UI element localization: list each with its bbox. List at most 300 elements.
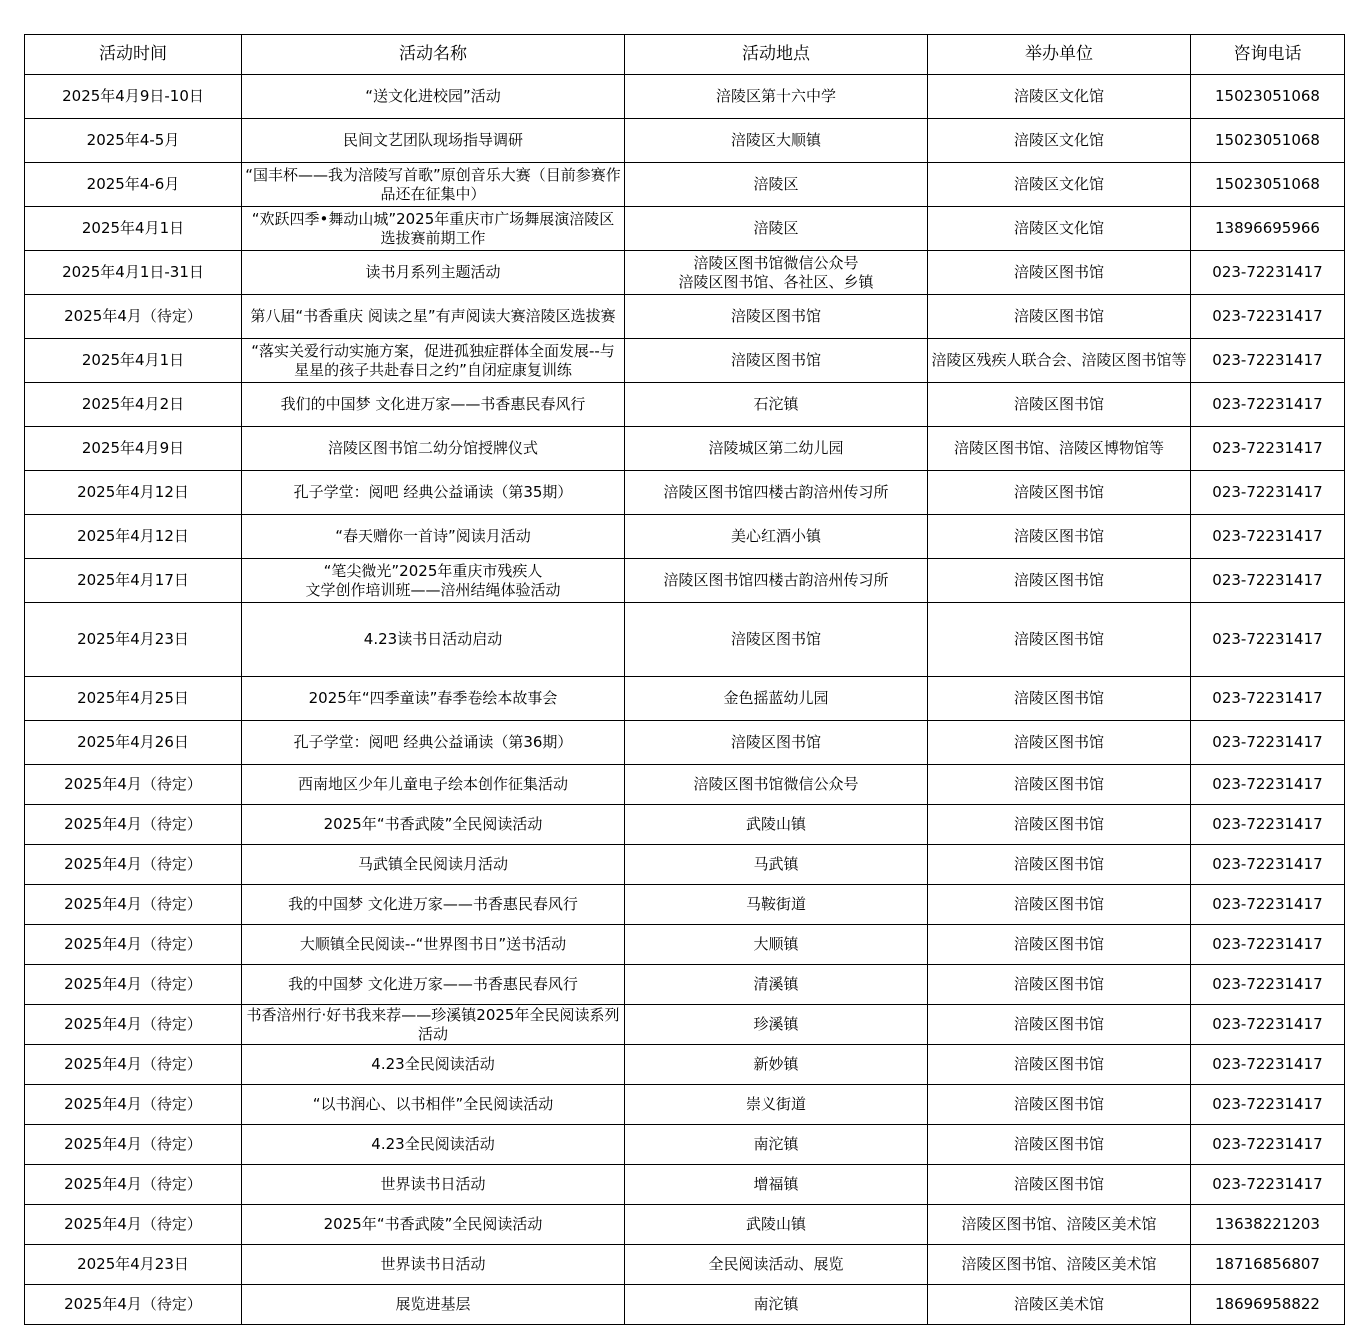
cell-org <box>928 1045 1191 1085</box>
cell-place <box>625 1045 928 1085</box>
cell-place <box>625 119 928 163</box>
cell-name <box>242 559 625 603</box>
table-row <box>25 75 1345 119</box>
cell-name-text: “国丰杯——我为涪陵写首歌”原创音乐大赛（目前参赛作品还在征集中） <box>245 165 621 203</box>
cell-phone-text: 023-72231417 <box>1212 630 1323 648</box>
cell-name <box>242 339 625 383</box>
cell-place <box>625 1285 928 1325</box>
cell-name <box>242 721 625 765</box>
cell-name <box>242 207 625 251</box>
cell-name-text: “落实关爱行动实施方案，促进孤独症群体全面发展--与星星的孩子共赴春日之约”自闭症康复训练 <box>251 341 615 379</box>
cell-phone <box>1191 1205 1345 1245</box>
cell-org-text: 涪陵区文化馆 <box>1013 131 1104 149</box>
cell-place-text: 增福镇 <box>753 1175 799 1193</box>
cell-name <box>242 677 625 721</box>
cell-phone <box>1191 965 1345 1005</box>
cell-time <box>25 1165 242 1205</box>
cell-time-text: 2025年4月23日 <box>77 630 189 648</box>
table-row <box>25 163 1345 207</box>
cell-time <box>25 1205 242 1245</box>
cell-place-text: 马武镇 <box>753 855 799 873</box>
cell-time-text: 2025年4月（待定） <box>64 1295 202 1313</box>
cell-phone <box>1191 1165 1345 1205</box>
cell-time-text: 2025年4-6月 <box>86 175 180 193</box>
cell-place-text: 美心红酒小镇 <box>730 527 821 545</box>
cell-name-text: 第八届“书香重庆 阅读之星”有声阅读大赛涪陵区选拔赛 <box>250 307 616 325</box>
cell-place <box>625 1245 928 1285</box>
cell-org-text: 涪陵区图书馆、涪陵区博物馆等 <box>953 439 1164 457</box>
cell-phone <box>1191 383 1345 427</box>
cell-name-text: 4.23全民阅读活动 <box>371 1055 495 1073</box>
cell-place-text: 涪陵区图书馆 <box>730 733 821 751</box>
cell-place <box>625 721 928 765</box>
table-row <box>25 677 1345 721</box>
cell-phone <box>1191 885 1345 925</box>
cell-org <box>928 471 1191 515</box>
cell-phone-text: 023-72231417 <box>1212 483 1323 501</box>
cell-org <box>928 339 1191 383</box>
cell-name-text: “春天赠你一首诗”阅读月活动 <box>335 527 531 545</box>
cell-phone <box>1191 925 1345 965</box>
cell-place-text: 涪陵城区第二幼儿园 <box>708 439 844 457</box>
header-row <box>25 35 1345 75</box>
cell-place-text: 涪陵区大顺镇 <box>730 131 821 149</box>
cell-place <box>625 965 928 1005</box>
cell-phone <box>1191 1125 1345 1165</box>
cell-phone <box>1191 1285 1345 1325</box>
cell-phone-text: 023-72231417 <box>1212 855 1323 873</box>
cell-place <box>625 603 928 677</box>
cell-name <box>242 295 625 339</box>
cell-place-text: 大顺镇 <box>753 935 799 953</box>
cell-place <box>625 885 928 925</box>
cell-name-text: 2025年“书香武陵”全民阅读活动 <box>323 1215 543 1233</box>
cell-place-text: 清溪镇 <box>753 975 799 993</box>
cell-place-text: 涪陵区图书馆 <box>730 307 821 325</box>
cell-org-text: 涪陵区文化馆 <box>1013 87 1104 105</box>
cell-time-text: 2025年4月（待定） <box>64 815 202 833</box>
cell-time-text: 2025年4月（待定） <box>64 775 202 793</box>
cell-name <box>242 1125 625 1165</box>
cell-place-text: 涪陵区图书馆微信公众号 涪陵区图书馆、各社区、乡镇 <box>678 253 874 291</box>
cell-name <box>242 471 625 515</box>
cell-org-text: 涪陵区文化馆 <box>1013 219 1104 237</box>
table-row <box>25 295 1345 339</box>
cell-phone-text: 023-72231417 <box>1212 571 1323 589</box>
cell-phone-text: 023-72231417 <box>1212 975 1323 993</box>
cell-org <box>928 75 1191 119</box>
cell-phone-text: 023-72231417 <box>1212 351 1323 369</box>
cell-org-text: 涪陵区图书馆 <box>1013 975 1104 993</box>
table-row <box>25 515 1345 559</box>
cell-name <box>242 383 625 427</box>
cell-phone <box>1191 471 1345 515</box>
table-row <box>25 805 1345 845</box>
cell-phone-text: 023-72231417 <box>1212 775 1323 793</box>
cell-place <box>625 677 928 721</box>
cell-org <box>928 765 1191 805</box>
cell-name-text: 西南地区少年儿童电子绘本创作征集活动 <box>297 775 568 793</box>
cell-time-text: 2025年4月9日 <box>81 439 185 457</box>
cell-place-text: 南沱镇 <box>753 1135 799 1153</box>
cell-place <box>625 515 928 559</box>
activity-table <box>24 34 1345 1325</box>
table-row <box>25 885 1345 925</box>
cell-org-text: 涪陵区图书馆 <box>1013 775 1104 793</box>
cell-phone <box>1191 427 1345 471</box>
cell-org-text: 涪陵区文化馆 <box>1013 175 1104 193</box>
cell-org-text: 涪陵区图书馆 <box>1013 630 1104 648</box>
cell-time-text: 2025年4月（待定） <box>64 1015 202 1033</box>
cell-place-text: 崇义街道 <box>745 1095 806 1113</box>
cell-org <box>928 885 1191 925</box>
cell-phone <box>1191 1045 1345 1085</box>
cell-org-text: 涪陵区图书馆 <box>1013 1135 1104 1153</box>
cell-place <box>625 845 928 885</box>
header-name: 活动名称 <box>242 35 625 75</box>
cell-place <box>625 471 928 515</box>
cell-org-text: 涪陵区图书馆 <box>1013 733 1104 751</box>
cell-org <box>928 1165 1191 1205</box>
cell-place <box>625 339 928 383</box>
cell-phone-text: 18716856807 <box>1215 1255 1320 1273</box>
cell-org <box>928 559 1191 603</box>
cell-phone <box>1191 339 1345 383</box>
cell-time <box>25 1285 242 1325</box>
cell-phone <box>1191 559 1345 603</box>
cell-name-text: 马武镇全民阅读月活动 <box>357 855 508 873</box>
cell-place-text: 金色摇蓝幼儿园 <box>723 689 829 707</box>
cell-name-text: 书香涪州行·好书我来荐——珍溪镇2025年全民阅读系列活动 <box>246 1005 620 1043</box>
table-row <box>25 1005 1345 1045</box>
cell-time-text: 2025年4月（待定） <box>64 1175 202 1193</box>
cell-name <box>242 1045 625 1085</box>
cell-name <box>242 119 625 163</box>
cell-name <box>242 163 625 207</box>
cell-time <box>25 603 242 677</box>
cell-phone-text: 15023051068 <box>1215 175 1320 193</box>
cell-time-text: 2025年4月（待定） <box>64 935 202 953</box>
cell-time <box>25 1125 242 1165</box>
cell-name <box>242 1005 625 1045</box>
cell-phone <box>1191 603 1345 677</box>
table-row <box>25 603 1345 677</box>
cell-org-text: 涪陵区图书馆 <box>1013 1095 1104 1113</box>
cell-name <box>242 765 625 805</box>
cell-name <box>242 845 625 885</box>
cell-org <box>928 845 1191 885</box>
cell-time <box>25 427 242 471</box>
cell-time <box>25 1005 242 1045</box>
cell-phone-text: 023-72231417 <box>1212 689 1323 707</box>
cell-place <box>625 765 928 805</box>
cell-org <box>928 207 1191 251</box>
cell-name-text: 我的中国梦 文化进万家——书香惠民春风行 <box>288 975 578 993</box>
cell-time <box>25 383 242 427</box>
cell-place-text: 石沱镇 <box>753 395 799 413</box>
table-row <box>25 1245 1345 1285</box>
table-body <box>25 75 1345 1325</box>
table-row <box>25 1085 1345 1125</box>
cell-phone-text: 023-72231417 <box>1212 935 1323 953</box>
cell-time-text: 2025年4-5月 <box>86 131 180 149</box>
cell-time <box>25 805 242 845</box>
cell-name <box>242 1245 625 1285</box>
cell-org-text: 涪陵区图书馆 <box>1013 571 1104 589</box>
cell-name <box>242 1205 625 1245</box>
table-row <box>25 207 1345 251</box>
cell-phone <box>1191 1245 1345 1285</box>
table-row <box>25 427 1345 471</box>
cell-time-text: 2025年4月17日 <box>77 571 189 589</box>
cell-org-text: 涪陵区图书馆 <box>1013 689 1104 707</box>
cell-org <box>928 965 1191 1005</box>
cell-time <box>25 163 242 207</box>
cell-org-text: 涪陵区图书馆 <box>1013 935 1104 953</box>
cell-phone-text: 023-72231417 <box>1212 439 1323 457</box>
cell-place <box>625 207 928 251</box>
cell-time <box>25 339 242 383</box>
header-phone: 咨询电话 <box>1191 35 1345 75</box>
cell-phone <box>1191 845 1345 885</box>
cell-place-text: 涪陵区图书馆四楼古韵涪州传习所 <box>663 571 889 589</box>
cell-phone-text: 023-72231417 <box>1212 815 1323 833</box>
cell-time <box>25 295 242 339</box>
cell-org-text: 涪陵区图书馆 <box>1013 895 1104 913</box>
cell-phone-text: 023-72231417 <box>1212 395 1323 413</box>
cell-time <box>25 677 242 721</box>
table-row <box>25 765 1345 805</box>
cell-place <box>625 427 928 471</box>
cell-phone <box>1191 119 1345 163</box>
cell-place <box>625 559 928 603</box>
cell-name-text: 世界读书日活动 <box>380 1175 486 1193</box>
cell-org <box>928 1085 1191 1125</box>
cell-place <box>625 163 928 207</box>
cell-place-text: 涪陵区 <box>753 219 799 237</box>
cell-org <box>928 925 1191 965</box>
cell-name <box>242 885 625 925</box>
cell-name-text: “以书润心、以书相伴”全民阅读活动 <box>312 1095 554 1113</box>
cell-time <box>25 885 242 925</box>
cell-org <box>928 1245 1191 1285</box>
cell-phone <box>1191 251 1345 295</box>
cell-time <box>25 559 242 603</box>
cell-phone <box>1191 805 1345 845</box>
cell-name-text: 展览进基层 <box>395 1295 471 1313</box>
cell-name-text: 4.23读书日活动启动 <box>363 630 503 648</box>
cell-org-text: 涪陵区图书馆 <box>1013 307 1104 325</box>
cell-phone <box>1191 1085 1345 1125</box>
cell-time <box>25 1045 242 1085</box>
cell-phone <box>1191 295 1345 339</box>
cell-place-text: 涪陵区 <box>753 175 799 193</box>
cell-phone-text: 023-72231417 <box>1212 1095 1323 1113</box>
table-row <box>25 965 1345 1005</box>
cell-time <box>25 1085 242 1125</box>
cell-name <box>242 1285 625 1325</box>
cell-org-text: 涪陵区图书馆 <box>1013 815 1104 833</box>
cell-place <box>625 1125 928 1165</box>
cell-time <box>25 765 242 805</box>
cell-phone-text: 023-72231417 <box>1212 1175 1323 1193</box>
cell-place-text: 珍溪镇 <box>753 1015 799 1033</box>
cell-org-text: 涪陵区图书馆、涪陵区美术馆 <box>961 1215 1157 1233</box>
cell-time-text: 2025年4月26日 <box>77 733 189 751</box>
cell-time-text: 2025年4月1日 <box>81 351 185 369</box>
header-place: 活动地点 <box>625 35 928 75</box>
cell-place <box>625 1005 928 1045</box>
cell-time <box>25 845 242 885</box>
cell-place <box>625 1205 928 1245</box>
cell-time-text: 2025年4月2日 <box>81 395 185 413</box>
cell-time-text: 2025年4月（待定） <box>64 1055 202 1073</box>
cell-place-text: 涪陵区第十六中学 <box>715 87 836 105</box>
cell-place-text: 武陵山镇 <box>745 1215 806 1233</box>
cell-name-text: 民间文艺团队现场指导调研 <box>342 131 523 149</box>
cell-time-text: 2025年4月（待定） <box>64 975 202 993</box>
cell-phone-text: 13896695966 <box>1215 219 1320 237</box>
cell-name <box>242 805 625 845</box>
cell-org <box>928 721 1191 765</box>
cell-org <box>928 383 1191 427</box>
cell-time-text: 2025年4月23日 <box>77 1255 189 1273</box>
cell-phone-text: 15023051068 <box>1215 87 1320 105</box>
cell-time-text: 2025年4月（待定） <box>64 1095 202 1113</box>
cell-place <box>625 1085 928 1125</box>
table-row <box>25 339 1345 383</box>
cell-time-text: 2025年4月（待定） <box>64 307 202 325</box>
table-row <box>25 1125 1345 1165</box>
cell-name-text: 4.23全民阅读活动 <box>371 1135 495 1153</box>
cell-phone-text: 15023051068 <box>1215 131 1320 149</box>
cell-time <box>25 207 242 251</box>
table-row <box>25 119 1345 163</box>
cell-place-text: 涪陵区图书馆 <box>730 630 821 648</box>
table-row <box>25 251 1345 295</box>
cell-time-text: 2025年4月（待定） <box>64 895 202 913</box>
cell-place <box>625 925 928 965</box>
cell-place-text: 南沱镇 <box>753 1295 799 1313</box>
table-row <box>25 1045 1345 1085</box>
cell-time-text: 2025年4月12日 <box>77 483 189 501</box>
cell-org-text: 涪陵区美术馆 <box>1013 1295 1104 1313</box>
cell-name <box>242 251 625 295</box>
cell-time <box>25 471 242 515</box>
cell-time-text: 2025年4月（待定） <box>64 855 202 873</box>
cell-place <box>625 75 928 119</box>
cell-org <box>928 1125 1191 1165</box>
table-row <box>25 1165 1345 1205</box>
cell-org-text: 涪陵区图书馆 <box>1013 855 1104 873</box>
cell-org <box>928 1005 1191 1045</box>
cell-name <box>242 603 625 677</box>
cell-time <box>25 925 242 965</box>
cell-time <box>25 965 242 1005</box>
cell-phone <box>1191 515 1345 559</box>
cell-name <box>242 965 625 1005</box>
cell-place-text: 涪陵区图书馆微信公众号 <box>693 775 859 793</box>
cell-place <box>625 383 928 427</box>
header-time: 活动时间 <box>25 35 242 75</box>
cell-name-text: 我的中国梦 文化进万家——书香惠民春风行 <box>288 895 578 913</box>
cell-phone-text: 023-72231417 <box>1212 895 1323 913</box>
cell-time <box>25 251 242 295</box>
cell-org <box>928 515 1191 559</box>
cell-org <box>928 1205 1191 1245</box>
table-row <box>25 383 1345 427</box>
cell-org-text: 涪陵区图书馆、涪陵区美术馆 <box>961 1255 1157 1273</box>
cell-org <box>928 251 1191 295</box>
cell-phone <box>1191 765 1345 805</box>
cell-phone <box>1191 75 1345 119</box>
cell-phone-text: 18696958822 <box>1215 1295 1320 1313</box>
cell-place <box>625 251 928 295</box>
cell-place-text: 武陵山镇 <box>745 815 806 833</box>
cell-time-text: 2025年4月25日 <box>77 689 189 707</box>
cell-name-text: 读书月系列主题活动 <box>365 263 501 281</box>
cell-time-text: 2025年4月（待定） <box>64 1215 202 1233</box>
cell-org <box>928 805 1191 845</box>
cell-phone-text: 023-72231417 <box>1212 1015 1323 1033</box>
cell-place <box>625 1165 928 1205</box>
cell-place <box>625 295 928 339</box>
cell-name-text: “欢跃四季•舞动山城”2025年重庆市广场舞展演涪陵区选拔赛前期工作 <box>251 209 615 247</box>
table-row <box>25 471 1345 515</box>
cell-org-text: 涪陵区图书馆 <box>1013 395 1104 413</box>
cell-org-text: 涪陵区图书馆 <box>1013 1175 1104 1193</box>
cell-org-text: 涪陵区图书馆 <box>1013 527 1104 545</box>
cell-name <box>242 925 625 965</box>
cell-place-text: 马鞍街道 <box>745 895 806 913</box>
cell-phone-text: 023-72231417 <box>1212 527 1323 545</box>
cell-org <box>928 163 1191 207</box>
cell-org <box>928 603 1191 677</box>
cell-name-text: 我们的中国梦 文化进万家——书香惠民春风行 <box>280 395 586 413</box>
cell-phone-text: 023-72231417 <box>1212 733 1323 751</box>
cell-place-text: 涪陵区图书馆四楼古韵涪州传习所 <box>663 483 889 501</box>
header-org: 举办单位 <box>928 35 1191 75</box>
cell-time-text: 2025年4月1日-31日 <box>62 263 204 281</box>
cell-place <box>625 805 928 845</box>
cell-name <box>242 427 625 471</box>
cell-time <box>25 119 242 163</box>
cell-phone <box>1191 1005 1345 1045</box>
table-row <box>25 559 1345 603</box>
cell-org <box>928 119 1191 163</box>
cell-time-text: 2025年4月12日 <box>77 527 189 545</box>
cell-name <box>242 1085 625 1125</box>
cell-org-text: 涪陵区图书馆 <box>1013 263 1104 281</box>
cell-time <box>25 75 242 119</box>
cell-org-text: 涪陵区图书馆 <box>1013 1015 1104 1033</box>
cell-phone <box>1191 207 1345 251</box>
cell-name-text: “笔尖微光”2025年重庆市残疾人 文学创作培训班——涪州结绳体验活动 <box>305 561 561 599</box>
table-row <box>25 1205 1345 1245</box>
cell-name <box>242 1165 625 1205</box>
cell-org <box>928 427 1191 471</box>
cell-name-text: 2025年“书香武陵”全民阅读活动 <box>323 815 543 833</box>
cell-org-text: 涪陵区图书馆 <box>1013 483 1104 501</box>
cell-time-text: 2025年4月1日 <box>81 219 185 237</box>
cell-phone <box>1191 163 1345 207</box>
cell-org-text: 涪陵区残疾人联合会、涪陵区图书馆等 <box>931 351 1187 369</box>
cell-org <box>928 677 1191 721</box>
cell-place-text: 涪陵区图书馆 <box>730 351 821 369</box>
cell-phone-text: 023-72231417 <box>1212 263 1323 281</box>
cell-name-text: 孔子学堂：阅吧 经典公益诵读（第36期） <box>293 733 573 751</box>
table-row <box>25 1285 1345 1325</box>
